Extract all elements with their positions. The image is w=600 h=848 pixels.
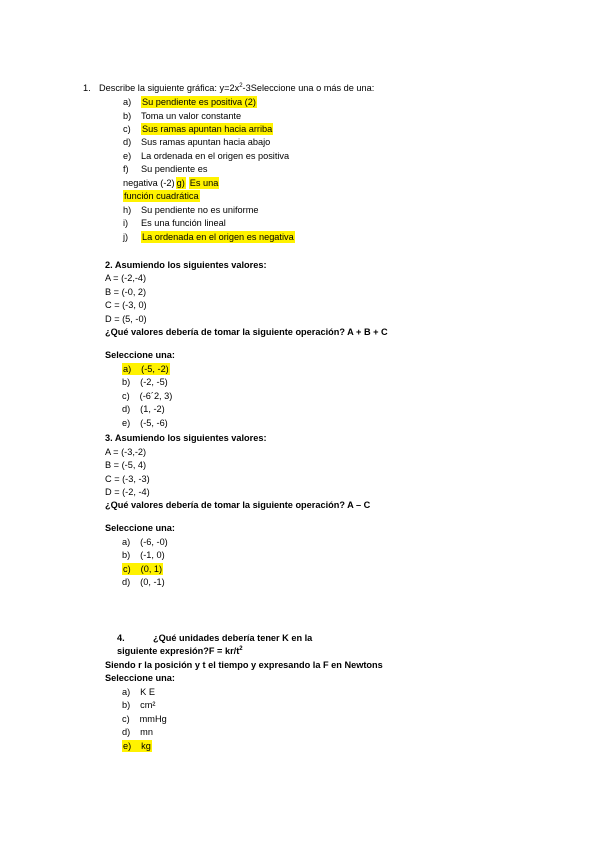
q1-option-h-text: Su pendiente no es uniforme xyxy=(141,205,259,215)
q3-question: ¿Qué valores debería de tomar la siguiente operación? A – C xyxy=(105,500,371,510)
q4-option-c: c) mmHg xyxy=(122,714,167,724)
q2-option-a: a) (-5, -2) xyxy=(123,364,169,374)
q1-option-b: b) xyxy=(123,111,132,121)
q1-option-f-text: Su pendiente es xyxy=(141,164,208,174)
q2-value-b: B = (-0, 2) xyxy=(105,287,147,297)
q4-line3: Siendo r la posición y t el tiempo y expresando la F en Newtons xyxy=(105,660,383,670)
q3-option-a: a) (-6, -0) xyxy=(122,537,168,547)
q1-option-f: f) xyxy=(123,164,129,174)
q2-value-c: C = (-3, 0) xyxy=(105,300,147,310)
q4-option-b: b) cm² xyxy=(122,700,156,710)
q3-value-c: C = (-3, -3) xyxy=(105,474,150,484)
q1-option-f-text-cont: negativa (-2) g) Es una xyxy=(123,178,219,188)
q2-option-d: d) (1, -2) xyxy=(122,404,165,414)
q1-option-c-text: Sus ramas apuntan hacia arriba xyxy=(142,124,273,134)
q1-option-a-text: Su pendiente es positiva (2) xyxy=(142,97,256,107)
q1-option-i: i) xyxy=(123,218,129,228)
q1-option-j-text: La ordenada en el origen es negativa xyxy=(142,232,294,242)
q2-title: 2. Asumiendo los siguientes valores: xyxy=(105,260,267,270)
q4-option-a: a) K E xyxy=(122,687,155,697)
q1-number: 1. xyxy=(83,83,91,93)
q3-option-d: d) (0, -1) xyxy=(122,577,165,587)
q2-option-c: c) (-6´2, 3) xyxy=(122,391,173,401)
q3-value-d: D = (-2, -4) xyxy=(105,487,150,497)
q1-option-i-text: Es una función lineal xyxy=(141,218,226,228)
q1-text: Describe la siguiente gráfica: $y=2x^2-3Seleccione$ una o más de una: xyxy=(99,83,375,93)
q3-option-c: c) (0, 1) xyxy=(123,564,163,574)
q1-option-c: c) xyxy=(123,124,131,134)
q1-option-b-text: Toma un valor constante xyxy=(141,111,242,121)
q2-prompt: Seleccione una: xyxy=(105,350,175,360)
q4-prompt: Seleccione una: xyxy=(105,673,175,683)
q4-number: 4. xyxy=(117,633,125,643)
q1-option-g-text-cont: función cuadrática xyxy=(124,191,199,201)
q2-value-d: D = (5, -0) xyxy=(105,314,147,324)
q4-line1: ¿Qué unidades debería tener K en la xyxy=(153,633,313,643)
q3-title: 3. Asumiendo los siguientes valores: xyxy=(105,433,267,443)
q1-option-d-text: Sus ramas apuntan hacia abajo xyxy=(141,137,271,147)
q4-option-d: d) mn xyxy=(122,727,153,737)
q4-line2: siguiente expresión?F = $kr/t^2$ xyxy=(117,646,243,656)
q3-option-b: b) (-1, 0) xyxy=(122,550,165,560)
q3-value-b: B = (-5, 4) xyxy=(105,460,147,470)
q2-question: ¿Qué valores debería de tomar la siguiente operación? A + B + C xyxy=(105,327,388,337)
q2-option-e: e) (-5, -6) xyxy=(122,418,168,428)
q2-option-b: b) (-2, -5) xyxy=(122,377,168,387)
q3-prompt: Seleccione una: xyxy=(105,523,175,533)
q2-value-a: A = (-2,-4) xyxy=(105,273,147,283)
q1-option-g-text: Es una xyxy=(189,178,219,188)
q1-option-j: j) xyxy=(123,232,129,242)
q1-option-d: d) xyxy=(123,137,132,147)
q1-option-e: e) xyxy=(123,151,132,161)
q1-option-e-text: La ordenada en el origen es positiva xyxy=(141,151,290,161)
q1-option-h: h) xyxy=(123,205,132,215)
q4-option-e: e) kg xyxy=(123,741,151,751)
q1-option-g-letter: g) xyxy=(176,178,185,188)
q1-option-a: a) xyxy=(123,97,132,107)
q3-value-a: A = (-3,-2) xyxy=(105,447,147,457)
